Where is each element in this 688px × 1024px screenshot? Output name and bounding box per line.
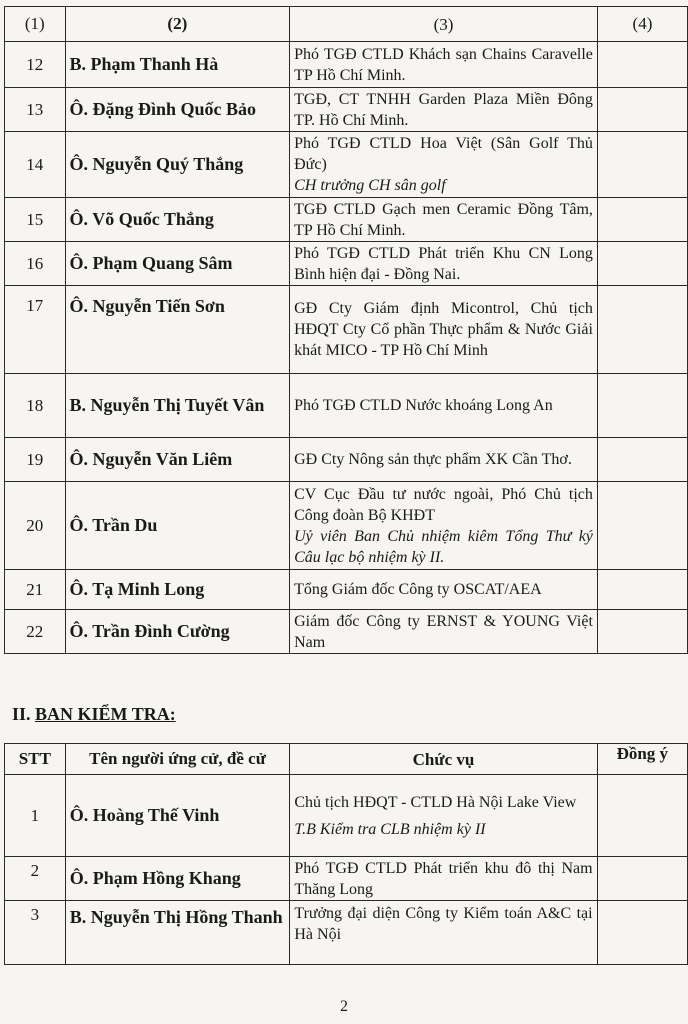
table-header-row xyxy=(5,7,688,42)
member-role-note: Uỷ viên Ban Chủ nhiệm kiêm Tổng Thư ký Câu lạc bộ nhiệm kỳ II. xyxy=(294,527,593,566)
approval-cell xyxy=(597,374,687,438)
section-heading-inspection xyxy=(12,704,176,725)
row-number: 3 xyxy=(5,901,66,965)
member-position: Giám đốc Công ty ERNST & YOUNG Việt Nam xyxy=(290,610,598,654)
approval-cell xyxy=(597,42,687,88)
member-name: Ô. Phạm Quang Sâm xyxy=(65,242,290,286)
col-header-position: Chức vụ xyxy=(290,744,597,775)
member-name: B. Nguyễn Thị Hồng Thanh xyxy=(65,901,290,965)
approval-cell xyxy=(597,438,687,482)
member-position: CV Cục Đầu tư nước ngoài, Phó Chủ tịch Công đoàn Bộ KHĐT xyxy=(294,485,593,524)
table-row xyxy=(5,482,688,570)
member-name: B. Phạm Thanh Hà xyxy=(65,42,290,88)
member-position: GĐ Cty Nông sản thực phẩm XK Cần Thơ. xyxy=(290,438,598,482)
member-position: Phó TGĐ CTLD Phát triển khu đô thị Nam Thăng Long xyxy=(290,857,597,901)
member-position: Trưởng đại diện Công ty Kiểm toán A&C tại Hà Nội xyxy=(290,901,597,965)
approval-cell xyxy=(597,198,687,242)
row-number: 15 xyxy=(5,198,66,242)
member-position-cell xyxy=(290,775,597,857)
member-role-note: T.B Kiểm tra CLB nhiệm kỳ II xyxy=(294,820,486,838)
row-number: 21 xyxy=(5,570,66,610)
table-row xyxy=(5,438,688,482)
member-name: Ô. Đặng Đình Quốc Bảo xyxy=(65,88,290,132)
row-number: 19 xyxy=(5,438,66,482)
member-name: Ô. Phạm Hồng Khang xyxy=(65,857,290,901)
row-number: 17 xyxy=(5,286,66,374)
col-header-2: (2) xyxy=(65,7,290,42)
row-number: 18 xyxy=(5,374,66,438)
col-header-4: (4) xyxy=(597,7,687,42)
approval-cell xyxy=(597,610,687,654)
row-number: 1 xyxy=(5,775,66,857)
table-row xyxy=(5,610,688,654)
approval-cell xyxy=(597,132,687,198)
inspection-board-table xyxy=(4,743,688,965)
member-position: Tổng Giám đốc Công ty OSCAT/AEA xyxy=(290,570,598,610)
row-number: 14 xyxy=(5,132,66,198)
approval-cell xyxy=(597,242,687,286)
member-name: Ô. Tạ Minh Long xyxy=(65,570,290,610)
member-position: Phó TGĐ CTLD Nước khoáng Long An xyxy=(290,374,598,438)
col-header-stt: STT xyxy=(5,744,66,775)
member-position: Phó TGĐ CTLD Phát triển Khu CN Long Bình hiện đại - Đồng Nai. xyxy=(290,242,598,286)
member-name: Ô. Hoàng Thế Vinh xyxy=(65,775,290,857)
col-header-candidate: Tên người ứng cử, đề cử xyxy=(65,744,290,775)
approval-cell xyxy=(597,482,687,570)
table-row xyxy=(5,132,688,198)
member-position: Phó TGĐ CTLD Hoa Việt (Sân Golf Thủ Đức) xyxy=(294,135,593,173)
section-roman-numeral: II. xyxy=(12,704,31,724)
approval-cell xyxy=(597,88,687,132)
member-role-note: CH trưởng CH sân golf xyxy=(294,177,446,194)
approval-cell xyxy=(597,570,687,610)
member-name: Ô. Nguyễn Văn Liêm xyxy=(65,438,290,482)
member-name: Ô. Võ Quốc Thắng xyxy=(65,198,290,242)
table-header-row xyxy=(5,744,688,775)
approval-cell xyxy=(597,857,687,901)
row-number: 2 xyxy=(5,857,66,901)
row-number: 20 xyxy=(5,482,66,570)
table-row xyxy=(5,374,688,438)
row-number: 13 xyxy=(5,88,66,132)
member-position-cell xyxy=(290,482,598,570)
member-position: TGĐ, CT TNHH Garden Plaza Miền Đông TP. Hồ Chí Minh. xyxy=(290,88,598,132)
member-position: GĐ Cty Giám định Micontrol, Chủ tịch HĐQT Cty Cổ phần Thực phẩm & Nước Giải khát MICO - TP Hồ Chí Minh xyxy=(290,286,598,374)
table-row xyxy=(5,88,688,132)
col-header-1: (1) xyxy=(5,7,66,42)
member-name: B. Nguyễn Thị Tuyết Vân xyxy=(65,374,290,438)
table-row xyxy=(5,286,688,374)
member-name: Ô. Nguyễn Tiến Sơn xyxy=(65,286,290,374)
row-number: 12 xyxy=(5,42,66,88)
table-row xyxy=(5,775,688,857)
member-position-cell xyxy=(290,132,598,198)
page-number: 2 xyxy=(340,998,348,1015)
table-row xyxy=(5,857,688,901)
col-header-3: (3) xyxy=(290,7,598,42)
table-row xyxy=(5,242,688,286)
member-position: Chủ tịch HĐQT - CTLD Hà Nội Lake View xyxy=(294,793,577,811)
table-row xyxy=(5,570,688,610)
row-number: 16 xyxy=(5,242,66,286)
table-row xyxy=(5,42,688,88)
section-title: BAN KIỂM TRA: xyxy=(35,704,176,724)
table-row xyxy=(5,901,688,965)
member-name: Ô. Nguyễn Quý Thắng xyxy=(65,132,290,198)
member-name: Ô. Trần Đình Cường xyxy=(65,610,290,654)
table-row xyxy=(5,198,688,242)
member-position: Phó TGĐ CTLD Khách sạn Chains Caravelle TP Hồ Chí Minh. xyxy=(290,42,598,88)
approval-cell xyxy=(597,286,687,374)
member-position: TGĐ CTLD Gạch men Ceramic Đồng Tâm, TP Hồ Chí Minh. xyxy=(290,198,598,242)
approval-cell xyxy=(597,901,687,965)
approval-cell xyxy=(597,775,687,857)
member-name: Ô. Trần Du xyxy=(65,482,290,570)
col-header-agree: Đồng ý xyxy=(597,744,687,775)
row-number: 22 xyxy=(5,610,66,654)
members-table-continued xyxy=(4,6,688,654)
